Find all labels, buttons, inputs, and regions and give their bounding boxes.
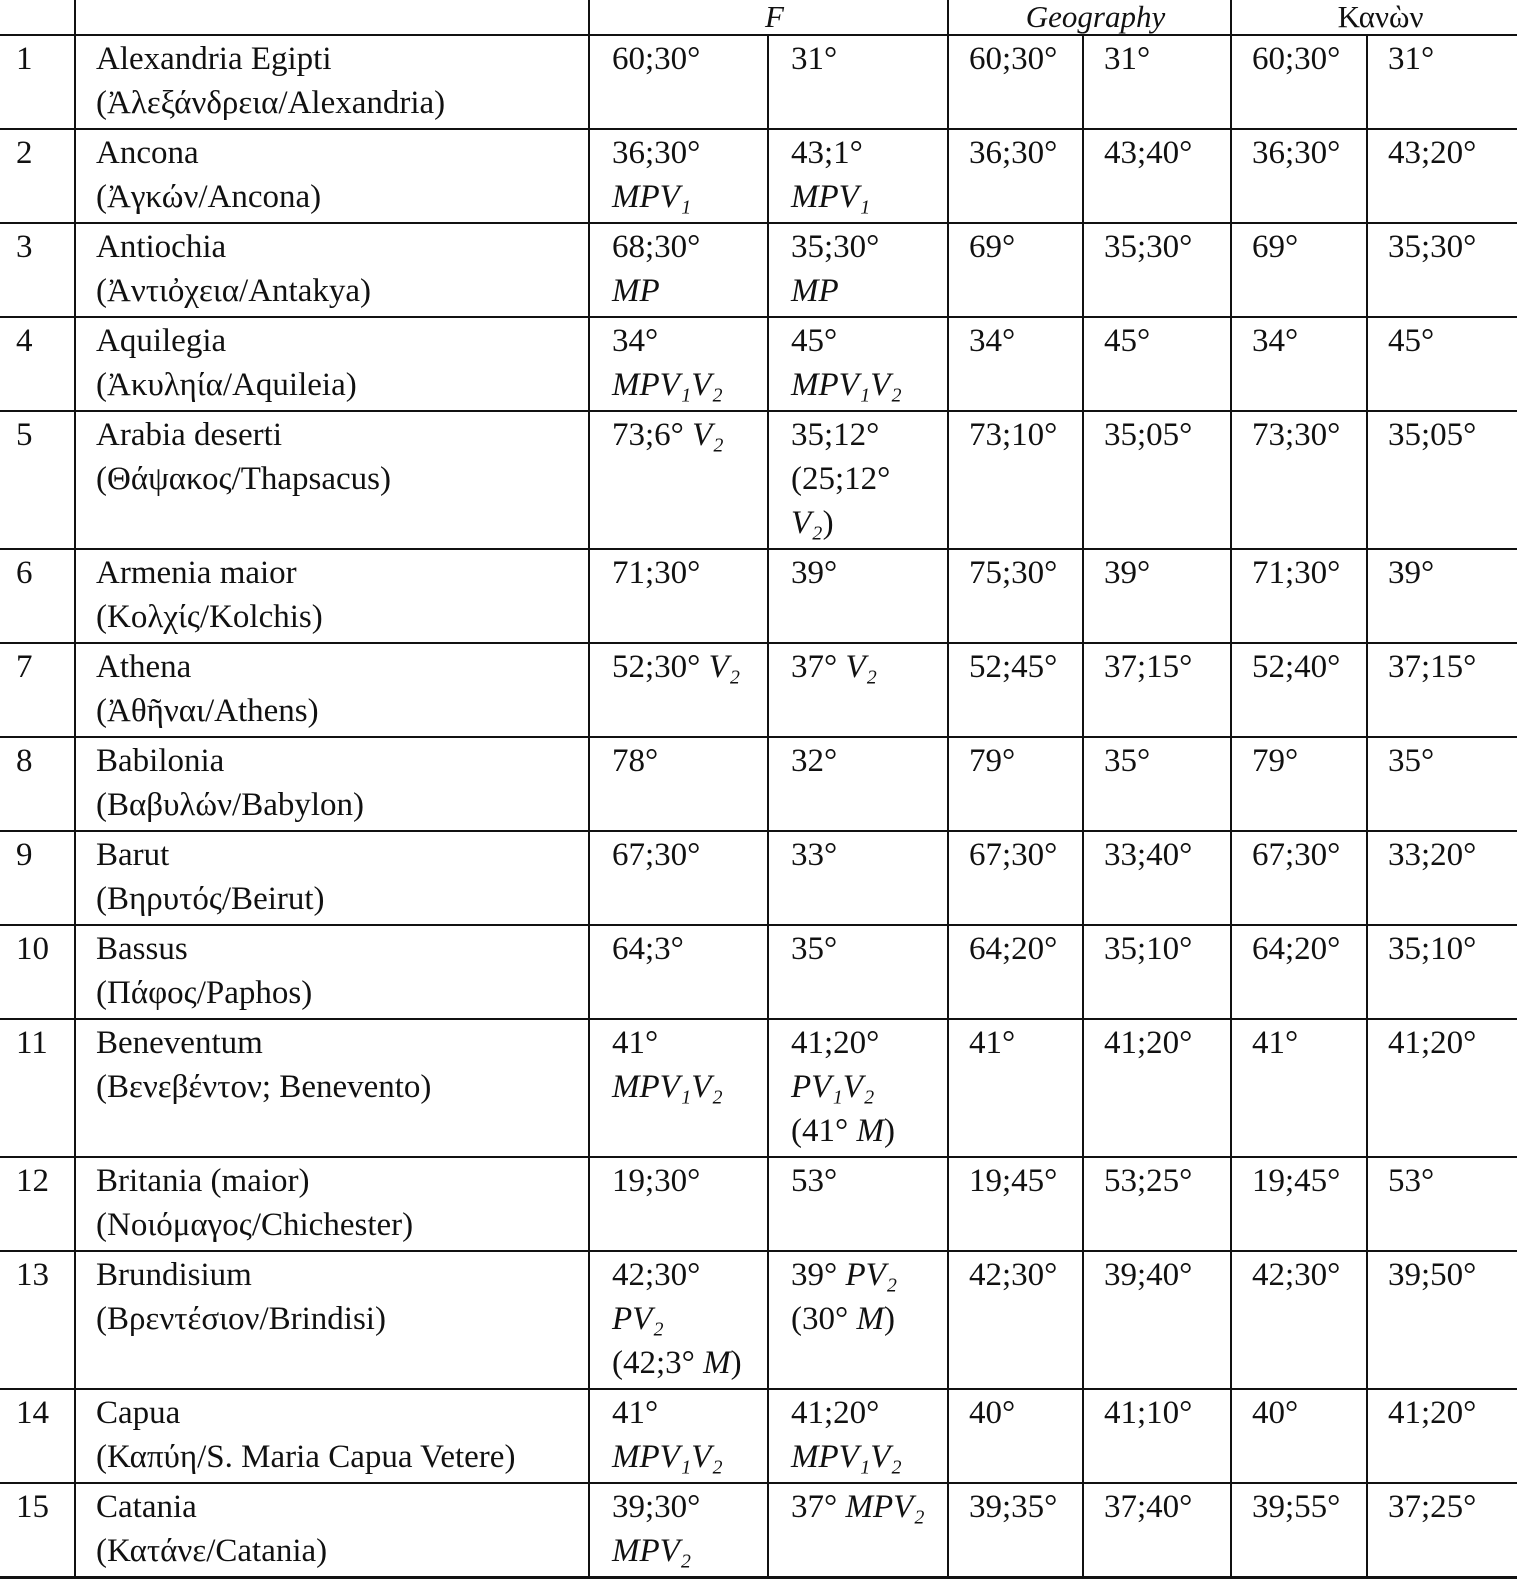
geography-latitude-cell: 31° xyxy=(1083,35,1231,129)
cell-line: 60;30° xyxy=(612,41,701,77)
place-name: Beneventum xyxy=(96,1025,263,1061)
cell-line: MPV₁V₂ xyxy=(612,367,723,403)
f-longitude-cell xyxy=(589,1389,768,1483)
cell-line: 35;30° xyxy=(791,229,880,265)
place-name: Catania xyxy=(96,1489,197,1525)
cell-line: 73;6° V₂ xyxy=(612,417,724,453)
place-cell xyxy=(75,1389,589,1483)
row-number: 7 xyxy=(0,643,75,737)
cell-line: MPV₁V₂ xyxy=(791,1439,902,1475)
place-modern-name: (Ἀντιὀχεια/Antakya) xyxy=(96,273,372,309)
kanon-longitude-cell: 69° xyxy=(1231,223,1367,317)
geography-latitude-cell: 45° xyxy=(1083,317,1231,411)
kanon-longitude-cell: 34° xyxy=(1231,317,1367,411)
row-number: 10 xyxy=(0,925,75,1019)
cell-line: PV₂ xyxy=(612,1301,664,1337)
header-place-cell xyxy=(75,0,589,35)
header-f: F xyxy=(589,0,948,35)
f-longitude-cell xyxy=(589,1157,768,1251)
row-number: 8 xyxy=(0,737,75,831)
cell-line: 33° xyxy=(791,837,838,873)
cell-line: (42;3° M) xyxy=(612,1345,742,1381)
geography-longitude-cell: 75;30° xyxy=(948,549,1083,643)
place-name: Capua xyxy=(96,1395,181,1431)
f-latitude-cell xyxy=(768,223,948,317)
row-number: 1 xyxy=(0,35,75,129)
geography-longitude-cell: 60;30° xyxy=(948,35,1083,129)
cell-line: 68;30° xyxy=(612,229,701,265)
kanon-longitude-cell: 39;55° xyxy=(1231,1483,1367,1578)
cell-line: PV₁V₂ xyxy=(791,1069,875,1105)
cell-line: 19;30° xyxy=(612,1163,701,1199)
geography-longitude-cell: 79° xyxy=(948,737,1083,831)
f-latitude-cell xyxy=(768,737,948,831)
place-cell xyxy=(75,223,589,317)
table-row xyxy=(0,1157,1517,1251)
table-row xyxy=(0,831,1517,925)
kanon-longitude-cell: 36;30° xyxy=(1231,129,1367,223)
place-modern-name: (Πάφος/Paphos) xyxy=(96,975,313,1011)
place-cell xyxy=(75,129,589,223)
table-row xyxy=(0,1251,1517,1389)
geography-longitude-cell: 42;30° xyxy=(948,1251,1083,1389)
cell-line: 78° xyxy=(612,743,659,779)
f-longitude-cell xyxy=(589,35,768,129)
geography-longitude-cell: 52;45° xyxy=(948,643,1083,737)
cell-line: MP xyxy=(791,273,839,309)
geography-latitude-cell: 41;20° xyxy=(1083,1019,1231,1157)
cell-line: MPV₁ xyxy=(791,179,871,215)
cell-line: 34° xyxy=(612,323,659,359)
table-row xyxy=(0,129,1517,223)
cell-line: MPV₁V₂ xyxy=(612,1439,723,1475)
cell-line: 43;1° xyxy=(791,135,863,171)
cell-line: 41° xyxy=(612,1395,659,1431)
f-longitude-cell xyxy=(589,223,768,317)
cell-line: 41;20° xyxy=(791,1025,880,1061)
place-modern-name: (Ἀθῆναι/Athens) xyxy=(96,693,319,729)
cell-line: 31° xyxy=(791,41,838,77)
place-name: Arabia deserti xyxy=(96,417,282,453)
place-modern-name: (Βενεβέντον; Benevento) xyxy=(96,1069,432,1105)
place-cell xyxy=(75,831,589,925)
kanon-latitude-cell: 35;30° xyxy=(1367,223,1517,317)
cell-line: 37° MPV₂ xyxy=(791,1489,925,1525)
geography-latitude-cell: 39;40° xyxy=(1083,1251,1231,1389)
kanon-latitude-cell: 41;20° xyxy=(1367,1019,1517,1157)
row-number: 6 xyxy=(0,549,75,643)
row-number: 11 xyxy=(0,1019,75,1157)
row-number: 12 xyxy=(0,1157,75,1251)
kanon-longitude-cell: 79° xyxy=(1231,737,1367,831)
kanon-latitude-cell: 39° xyxy=(1367,549,1517,643)
cell-line: 42;30° xyxy=(612,1257,701,1293)
place-cell xyxy=(75,1019,589,1157)
cell-line: 52;30° V₂ xyxy=(612,649,741,685)
cell-line: MPV₂ xyxy=(612,1533,692,1569)
geography-latitude-cell: 35;05° xyxy=(1083,411,1231,549)
f-latitude-cell xyxy=(768,1251,948,1389)
f-latitude-cell xyxy=(768,1157,948,1251)
f-longitude-cell xyxy=(589,925,768,1019)
kanon-latitude-cell: 37;15° xyxy=(1367,643,1517,737)
place-cell xyxy=(75,737,589,831)
cell-line: V₂) xyxy=(791,505,834,541)
f-longitude-cell xyxy=(589,737,768,831)
geography-latitude-cell: 41;10° xyxy=(1083,1389,1231,1483)
table-row xyxy=(0,549,1517,643)
kanon-latitude-cell: 35° xyxy=(1367,737,1517,831)
cell-line: 71;30° xyxy=(612,555,701,591)
cell-line: MPV₁V₂ xyxy=(791,367,902,403)
row-number: 14 xyxy=(0,1389,75,1483)
cell-line: (30° M) xyxy=(791,1301,895,1337)
cell-line: 41° xyxy=(612,1025,659,1061)
cell-line: (25;12° xyxy=(791,461,891,497)
cell-line: 64;3° xyxy=(612,931,684,967)
cell-line: 39° xyxy=(791,555,838,591)
geography-longitude-cell: 73;10° xyxy=(948,411,1083,549)
kanon-longitude-cell: 67;30° xyxy=(1231,831,1367,925)
kanon-latitude-cell: 53° xyxy=(1367,1157,1517,1251)
geography-latitude-cell: 43;40° xyxy=(1083,129,1231,223)
geography-longitude-cell: 40° xyxy=(948,1389,1083,1483)
place-modern-name: (Βηρυτός/Beirut) xyxy=(96,881,325,917)
cell-line: 45° xyxy=(791,323,838,359)
header-kanon: Κανὼν xyxy=(1231,0,1517,35)
f-latitude-cell xyxy=(768,1483,948,1578)
geography-latitude-cell: 33;40° xyxy=(1083,831,1231,925)
f-latitude-cell xyxy=(768,1019,948,1157)
place-cell xyxy=(75,925,589,1019)
table-row xyxy=(0,737,1517,831)
place-cell xyxy=(75,1157,589,1251)
place-modern-name: (Ἀγκών/Ancona) xyxy=(96,179,322,215)
f-longitude-cell xyxy=(589,831,768,925)
place-name: Aquilegia xyxy=(96,323,227,359)
kanon-latitude-cell: 41;20° xyxy=(1367,1389,1517,1483)
kanon-longitude-cell: 41° xyxy=(1231,1019,1367,1157)
cell-line: 35° xyxy=(791,931,838,967)
kanon-latitude-cell: 43;20° xyxy=(1367,129,1517,223)
cell-line: 67;30° xyxy=(612,837,701,873)
table-row xyxy=(0,1019,1517,1157)
geography-latitude-cell: 37;15° xyxy=(1083,643,1231,737)
table-row xyxy=(0,317,1517,411)
f-latitude-cell xyxy=(768,643,948,737)
cell-line: 39;30° xyxy=(612,1489,701,1525)
geography-longitude-cell: 19;45° xyxy=(948,1157,1083,1251)
place-cell xyxy=(75,411,589,549)
geography-longitude-cell: 64;20° xyxy=(948,925,1083,1019)
kanon-longitude-cell: 64;20° xyxy=(1231,925,1367,1019)
f-longitude-cell xyxy=(589,317,768,411)
table-row xyxy=(0,1483,1517,1578)
f-latitude-cell xyxy=(768,925,948,1019)
geography-latitude-cell: 37;40° xyxy=(1083,1483,1231,1578)
cell-line: MPV₁ xyxy=(612,179,692,215)
place-name: Athena xyxy=(96,649,192,685)
kanon-longitude-cell: 73;30° xyxy=(1231,411,1367,549)
f-latitude-cell xyxy=(768,317,948,411)
row-number: 15 xyxy=(0,1483,75,1578)
table-row xyxy=(0,35,1517,129)
kanon-latitude-cell: 37;25° xyxy=(1367,1483,1517,1578)
place-name: Bassus xyxy=(96,931,188,967)
geography-latitude-cell: 35;30° xyxy=(1083,223,1231,317)
place-modern-name: (Βρεντέσιον/Brindisi) xyxy=(96,1301,386,1337)
geography-longitude-cell: 36;30° xyxy=(948,129,1083,223)
place-name: Britania (maior) xyxy=(96,1163,310,1199)
place-modern-name: (Βαβυλών/Babylon) xyxy=(96,787,365,823)
row-number: 3 xyxy=(0,223,75,317)
kanon-longitude-cell: 40° xyxy=(1231,1389,1367,1483)
f-longitude-cell xyxy=(589,1019,768,1157)
f-longitude-cell xyxy=(589,411,768,549)
table-row xyxy=(0,411,1517,549)
table-row xyxy=(0,223,1517,317)
geography-longitude-cell: 39;35° xyxy=(948,1483,1083,1578)
place-name: Barut xyxy=(96,837,170,873)
kanon-longitude-cell: 52;40° xyxy=(1231,643,1367,737)
place-cell xyxy=(75,1251,589,1389)
place-cell xyxy=(75,317,589,411)
kanon-latitude-cell: 33;20° xyxy=(1367,831,1517,925)
geography-latitude-cell: 35° xyxy=(1083,737,1231,831)
f-latitude-cell xyxy=(768,129,948,223)
f-longitude-cell xyxy=(589,129,768,223)
header-num-cell xyxy=(0,0,75,35)
place-cell xyxy=(75,549,589,643)
place-modern-name: (Νοιόμαγος/Chichester) xyxy=(96,1207,414,1243)
row-number: 4 xyxy=(0,317,75,411)
kanon-longitude-cell: 42;30° xyxy=(1231,1251,1367,1389)
place-modern-name: (Κολχίς/Kolchis) xyxy=(96,599,323,635)
f-latitude-cell xyxy=(768,411,948,549)
place-modern-name: (Καπύη/S. Maria Capua Vetere) xyxy=(96,1439,516,1475)
cell-line: MP xyxy=(612,273,660,309)
geography-longitude-cell: 69° xyxy=(948,223,1083,317)
cell-line: 39° PV₂ xyxy=(791,1257,898,1293)
table-row xyxy=(0,925,1517,1019)
f-latitude-cell xyxy=(768,35,948,129)
f-longitude-cell xyxy=(589,643,768,737)
place-cell xyxy=(75,1483,589,1578)
place-modern-name: (Θάψακος/Thapsacus) xyxy=(96,461,391,497)
kanon-latitude-cell: 31° xyxy=(1367,35,1517,129)
f-longitude-cell xyxy=(589,549,768,643)
row-number: 5 xyxy=(0,411,75,549)
row-number: 2 xyxy=(0,129,75,223)
geography-latitude-cell: 35;10° xyxy=(1083,925,1231,1019)
table-row xyxy=(0,643,1517,737)
cell-line: 36;30° xyxy=(612,135,701,171)
table-row xyxy=(0,1389,1517,1483)
place-modern-name: (Ἀλεξάνδρεια/Alexandria) xyxy=(96,85,446,121)
f-longitude-cell xyxy=(589,1483,768,1578)
kanon-longitude-cell: 71;30° xyxy=(1231,549,1367,643)
place-name: Babilonia xyxy=(96,743,225,779)
header-geography: Geography xyxy=(948,0,1231,35)
place-cell xyxy=(75,35,589,129)
kanon-latitude-cell: 39;50° xyxy=(1367,1251,1517,1389)
place-name: Armenia maior xyxy=(96,555,297,591)
kanon-latitude-cell: 45° xyxy=(1367,317,1517,411)
f-latitude-cell xyxy=(768,831,948,925)
cell-line: 37° V₂ xyxy=(791,649,878,685)
place-name: Ancona xyxy=(96,135,199,171)
f-longitude-cell xyxy=(589,1251,768,1389)
kanon-longitude-cell: 60;30° xyxy=(1231,35,1367,129)
geography-longitude-cell: 41° xyxy=(948,1019,1083,1157)
place-modern-name: (Κατάνε/Catania) xyxy=(96,1533,328,1569)
kanon-latitude-cell: 35;05° xyxy=(1367,411,1517,549)
place-cell xyxy=(75,643,589,737)
f-latitude-cell xyxy=(768,549,948,643)
place-name: Antiochia xyxy=(96,229,227,265)
geography-longitude-cell: 34° xyxy=(948,317,1083,411)
cell-line: 32° xyxy=(791,743,838,779)
place-modern-name: (Ἀκυληία/Aquileia) xyxy=(96,367,357,403)
cell-line: MPV₁V₂ xyxy=(612,1069,723,1105)
geography-latitude-cell: 53;25° xyxy=(1083,1157,1231,1251)
place-name: Brundisium xyxy=(96,1257,252,1293)
row-number: 9 xyxy=(0,831,75,925)
table-header-row xyxy=(0,0,1517,35)
cell-line: 53° xyxy=(791,1163,838,1199)
cell-line: 41;20° xyxy=(791,1395,880,1431)
kanon-latitude-cell: 35;10° xyxy=(1367,925,1517,1019)
place-name: Alexandria Egipti xyxy=(96,41,332,77)
row-number: 13 xyxy=(0,1251,75,1389)
geography-longitude-cell: 67;30° xyxy=(948,831,1083,925)
cell-line: (41° M) xyxy=(791,1113,895,1149)
kanon-longitude-cell: 19;45° xyxy=(1231,1157,1367,1251)
geography-latitude-cell: 39° xyxy=(1083,549,1231,643)
cell-line: 35;12° xyxy=(791,417,880,453)
f-latitude-cell xyxy=(768,1389,948,1483)
